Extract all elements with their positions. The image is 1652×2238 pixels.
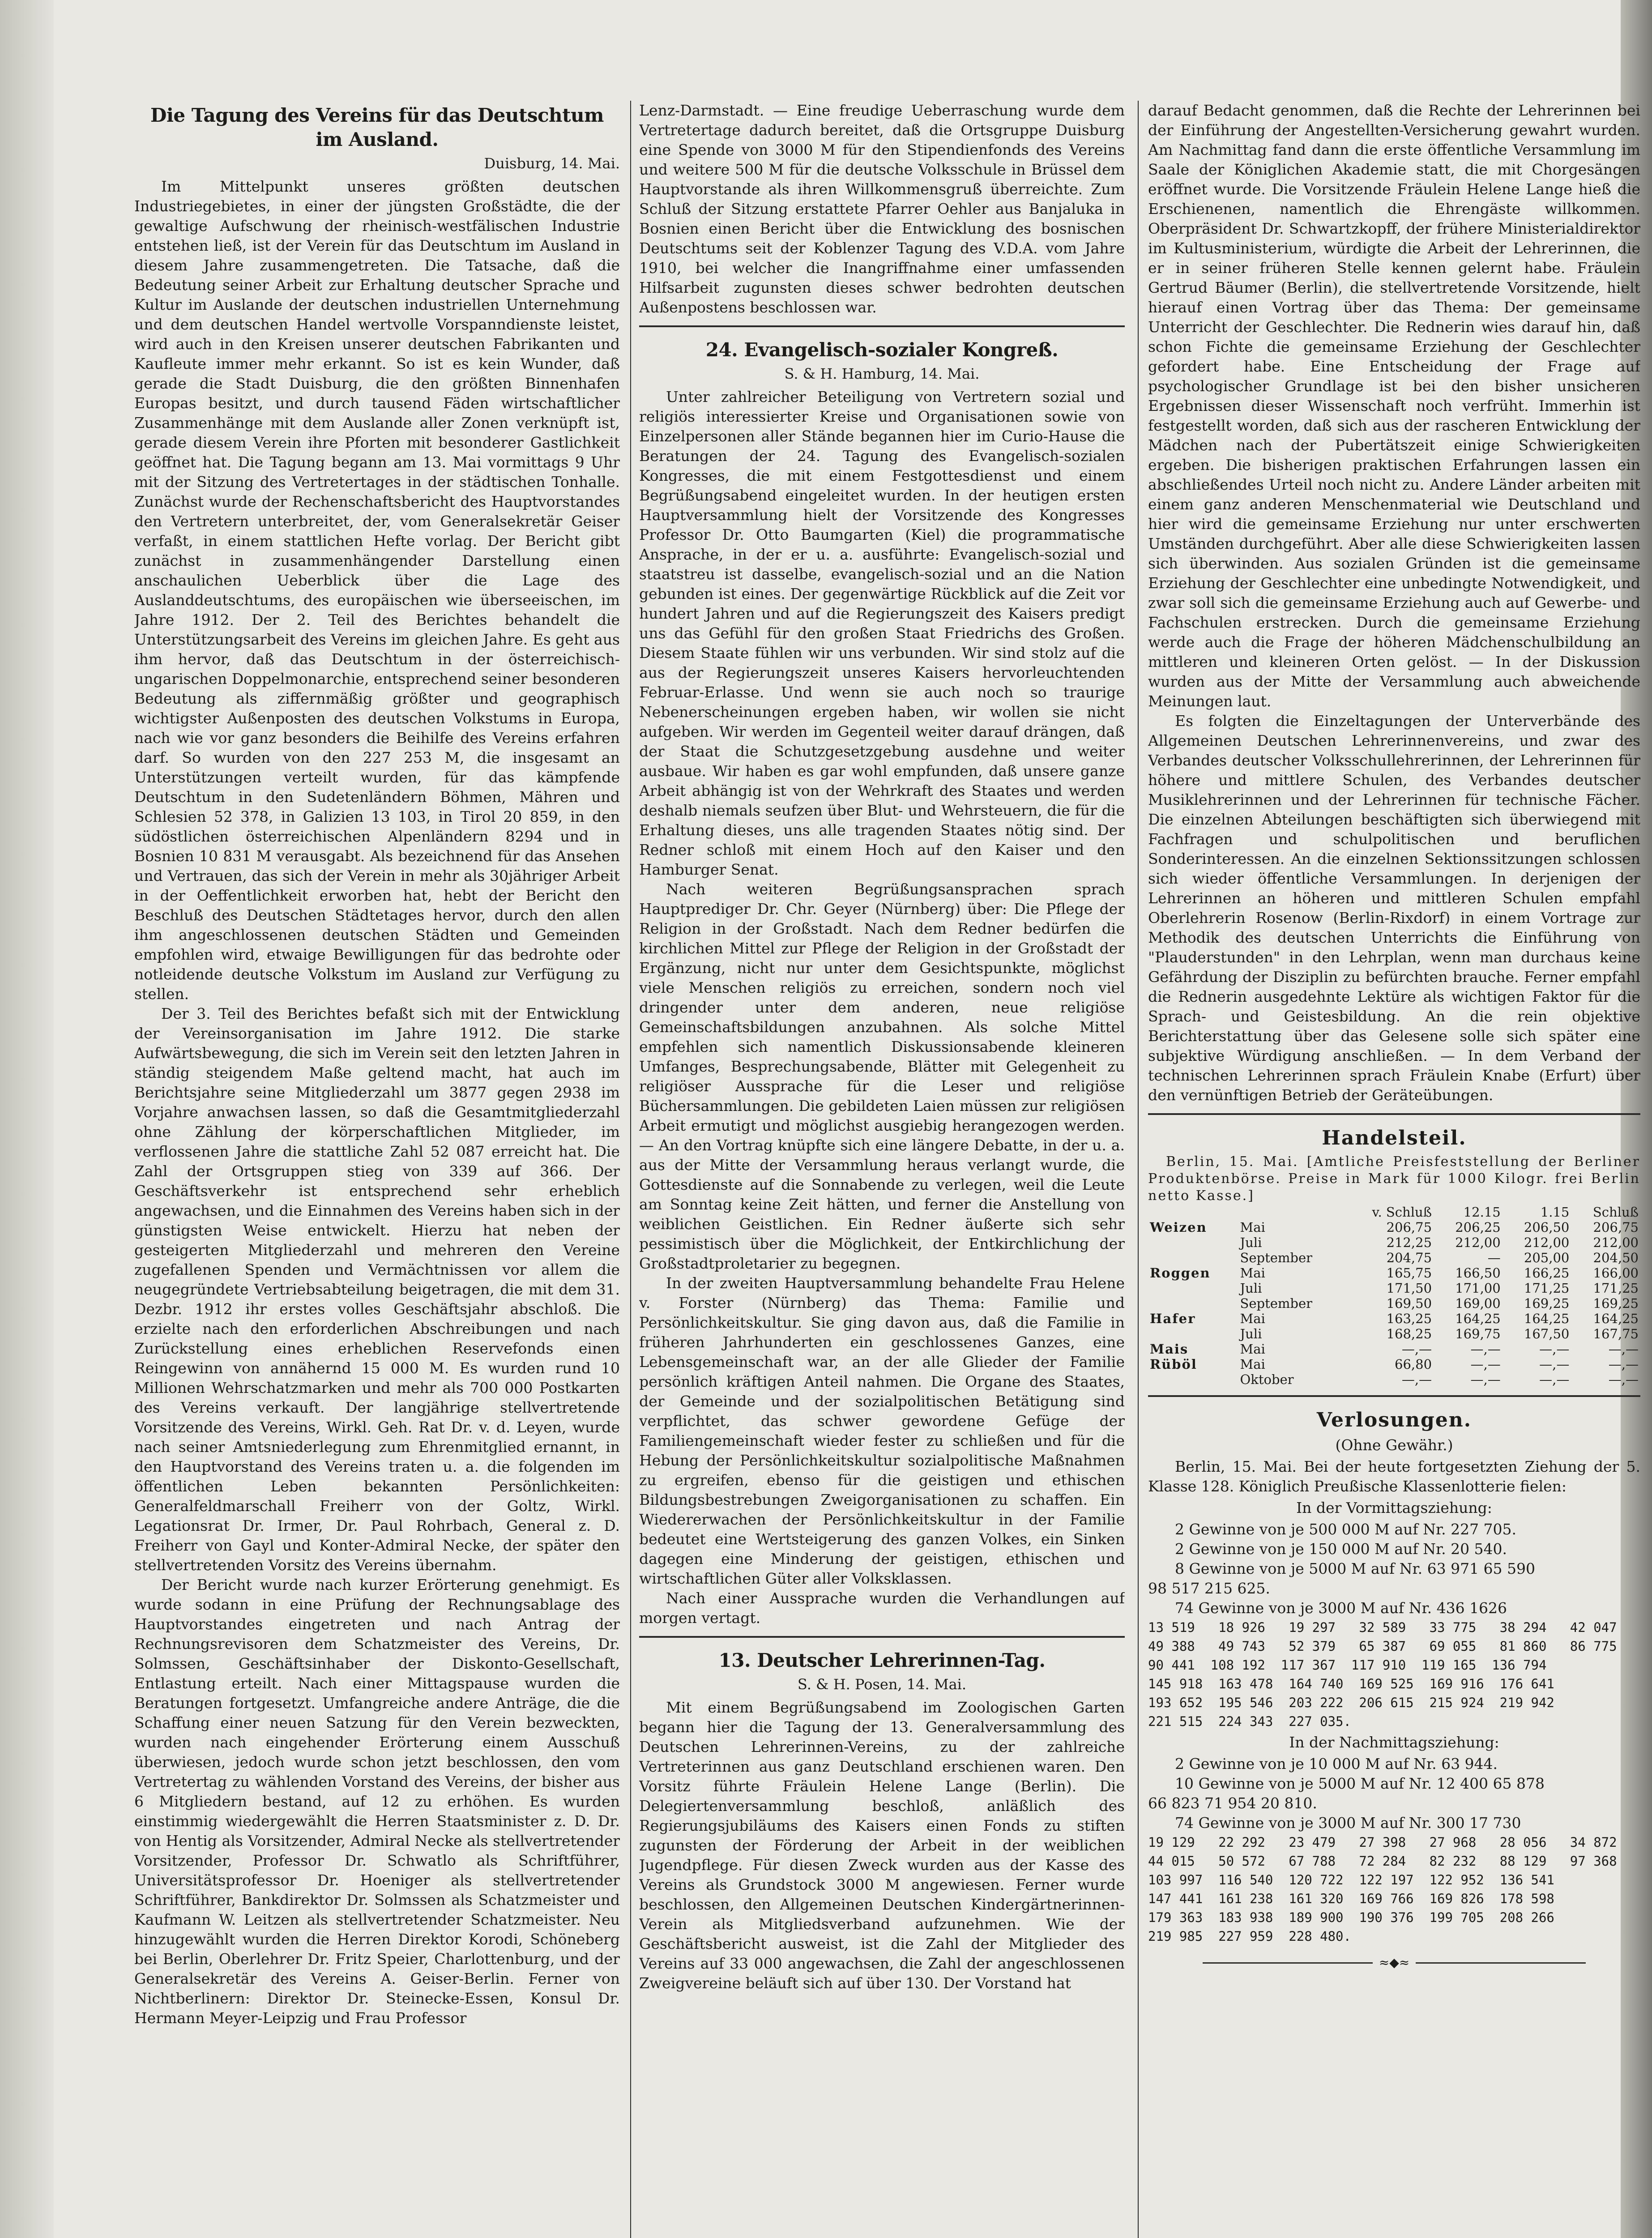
lottery-line: 2 Gewinne von je 150 000 M auf Nr. 20 540.	[1175, 1540, 1507, 1558]
price-cell: 165,75	[1386, 1265, 1432, 1281]
lottery-numbers: 19 129 22 292 23 479 27 398 27 968 28 056 34 872 44 015 50 572 67 788 72 284 82 232 88 129 97 368 103 997 116 540 120 722 122 197 122 952 136 541 147 441 161 238 161 320 169 766 169 826 178 598 179 363 183 938 189 900 190 376 199 705 208 266 219 985 227 959 228 480.	[1148, 1835, 1617, 1944]
delivery-month: Mai	[1240, 1265, 1265, 1281]
lottery-morning-heading: In der Vormittagsziehung:	[1296, 1499, 1492, 1516]
price-cell: 204,75	[1386, 1250, 1432, 1265]
price-cell: 167,75	[1593, 1326, 1639, 1341]
market-intro: Berlin, 15. Mai. [Amtliche Preisfeststellung der Berliner Produktenbörse. Preise in Mark für 1000 Kilogr. frei Berlin netto Kasse.]	[1148, 1154, 1640, 1204]
price-cell: —,—	[1401, 1341, 1432, 1357]
lottery-intro: Berlin, 15. Mai. Bei der heute fortgesetzten Ziehung der 5. Klasse 128. Königlich Preußische Klassenlotterie fielen:	[1148, 1458, 1640, 1495]
section-divider	[639, 325, 1125, 327]
price-cell: 205,00	[1524, 1250, 1570, 1265]
price-cell: —,—	[1470, 1357, 1501, 1372]
grain-name: Roggen	[1150, 1265, 1211, 1281]
price-cell: 206,75	[1593, 1220, 1639, 1235]
lottery-line: 2 Gewinne von je 10 000 M auf Nr. 63 944.	[1175, 1755, 1498, 1772]
delivery-month: September	[1240, 1296, 1312, 1311]
price-row	[1148, 1250, 1640, 1265]
price-cell: —,—	[1608, 1357, 1639, 1372]
price-cell: 164,25	[1524, 1311, 1570, 1326]
delivery-month: Mai	[1240, 1341, 1265, 1357]
article-paragraph: Nach einer Aussprache wurden die Verhandlungen auf morgen vertagt.	[639, 1589, 1125, 1627]
article-dateline: S. & H. Hamburg, 14. Mai.	[784, 365, 980, 382]
price-cell: 212,00	[1455, 1235, 1501, 1250]
lottery-numbers: 13 519 18 926 19 297 32 589 33 775 38 294 42 047 49 388 49 743 52 379 65 387 69 055 81 860 86 775 90 441 108 192 117 367 117 910 119 165 136 794 145 918 163 478 164 740 169 525 169 916 176 641 193 652 195 546 203 222 206 615 215 924 219 942 221 515 224 343 227 035.	[1148, 1620, 1617, 1729]
price-cell: 66,80	[1395, 1357, 1432, 1372]
delivery-month: September	[1240, 1250, 1312, 1265]
price-col-header: Schluß	[1592, 1204, 1639, 1220]
article-paragraph: In der zweiten Hauptversammlung behandelte Frau Helene v. Forster (Nürnberg) das Thema: Familie und Persönlichkeitskultur. Sie ging davon aus, daß die Familie in früheren Jahrhunderten ein geschlossenes Ganzes, eine Lebensgemeinschaft war, an der alle Glieder der Familie persönlich kräftigen Anteil nahmen. Die Organe des Staates, der Gemeinde und der sozialpolitischen Betätigung sind verpflichtet, das schwer gewordene Gefüge der Familiengemeinschaft wieder fester zu schließen und für die Hebung der Persönlichkeitskultur sozialpolitische Maßnahmen zu ergreifen, ebenso für die geistigen und ethischen Bildungsbestrebungen Zweigorganisationen zu schaffen. Ein Wiedererwachen der Persönlichkeitskultur in der Familie bedeutet eine Wertsteigerung des ganzen Volkes, ein Sinken dagegen eine Minderung der geistigen, ethischen und wirtschaftlichen Güter aller Volksklassen.	[639, 1274, 1125, 1587]
price-row	[1148, 1341, 1640, 1357]
price-cell: —,—	[1401, 1372, 1432, 1387]
price-cell: 167,50	[1524, 1326, 1570, 1341]
price-row	[1148, 1372, 1640, 1387]
delivery-month: Juli	[1240, 1235, 1262, 1250]
grain-name	[1148, 1250, 1238, 1265]
price-cell: 206,25	[1455, 1220, 1501, 1235]
article-paragraph: Es folgten die Einzeltagungen der Unterverbände des Allgemeinen Deutschen Lehrerinnenvereins, und zwar des Verbandes deutscher Volksschullehrerinnen, der Lehrerinnen für höhere und mittlere Schulen, des Verbandes deutscher Musiklehrerinnen und der Lehrerinnen für technische Fächer. Die einzelnen Abteilungen beschäftigten sich überwiegend mit Fachfragen und schulpolitischen und beruflichen Sonderinteressen. An die einzelnen Sektionssitzungen schlossen sich wieder öffentliche Versammlungen. In derjenigen der Lehrerinnen an höheren und mittleren Schulen empfahl Oberlehrerin Rosenow (Berlin-Rixdorf) in einem Vortrage zur Methodik des deutschen Unterrichts die Einführung von "Plauderstunden" in den Lehrplan, wenn man durchaus keine Gefährdung der Disziplin zu befürchten brauche. Ferner empfahl die Rednerin ausgedehnte Lektüre als wichtigen Faktor für die Sprach- und Geistesbildung. An die rein objektive Berichterstattung über das Gelesene solle sich später eine subjektive Würdigung anschließen. — In dem Verband der technischen Lehrerinnen sprach Fräulein Knabe (Erfurt) über den vernünftigen Betrieb der Geräteübungen.	[1148, 712, 1640, 1104]
price-table	[1148, 1204, 1640, 1387]
price-cell: 166,00	[1593, 1265, 1639, 1281]
grain-name: Hafer	[1150, 1311, 1196, 1326]
article-paragraph: Der Bericht wurde nach kurzer Erörterung genehmigt. Es wurde sodann in eine Prüfung der Rechnungsablage des Hauptvorstandes eingetreten und nach Antrag der Rechnungsrevisoren dem Schatzmeister des Vereins, Dr. Solmssen, Geschäftsinhaber der Diskonto-Gesellschaft, Entlastung erteilt. Nach einer Mittagspause wurden die Beratungen fortgesetzt. Umfangreiche andere Anträge, die die Schaffung einer neuen Satzung für den Verein bezweckten, wurden nach eingehender Erörterung einem Ausschuß überwiesen, jedoch wurde schon jetzt beschlossen, den vom Vertretertag zu wählenden Vorstand des Vereins, der bisher aus 6 Mitgliedern bestand, auf 12 zu erhöhen. Es wurden einstimmig wiedergewählt die Herren Staatsminister z. D. Dr. von Hentig als Vorsitzender, Admiral Necke als stellvertretender Vorsitzender, Professor Dr. Schwatlo als Schriftführer, Universitätsprofessor Dr. Hoeniger als stellvertretender Schriftführer, Bankdirektor Dr. Solmssen als Schatzmeister und Kaufmann W. Leitzen als stellvertretender Schatzmeister. Neu hinzugewählt wurden die Herren Direktor Korodi, Schöneberg bei Berlin, Oberlehrer Dr. Fritz Speier, Charlottenburg, und der Generalsekretär des Vereins A. Geiser-Berlin. Ferner von Nichtberlinern: Direktor Dr. Steinecke-Essen, Konsul Dr. Hermann Meyer-Leipzig und Frau Professor	[134, 1576, 620, 2027]
price-cell: 169,00	[1455, 1296, 1501, 1311]
price-cell: —,—	[1470, 1372, 1501, 1387]
price-cell: —	[1487, 1250, 1501, 1265]
article-paragraph: Der 3. Teil des Berichtes befaßt sich mit der Entwicklung der Vereinsorganisation im Jahre 1912. Die starke Aufwärtsbewegung, die sich im Verein seit den letzten Jahren in ständig steigendem Maße geltend macht, hat auch im Berichtsjahre seine Mitgliederzahl um 3877 gegen 2938 im Vorjahre anwachsen lassen, so daß die Gesamtmitgliederzahl ohne Zählung der körperschaftlichen Mitglieder, im verflossenen Jahre die stattliche Zahl 52 087 erreicht hat. Die Zahl der Ortsgruppen stieg von 339 auf 366. Der Geschäftsverkehr ist entsprechend sehr erheblich angewachsen, und die Einnahmen des Vereins haben sich in der günstigsten Weise entwickelt. Hierzu hat neben der gesteigerten Mitgliederzahl und mehreren den Vereine zugefallenen Spenden und Vermächtnissen vor allem die neugegründete Vertriebsabteilung beigetragen, die mit dem 31. Dezbr. 1912 ihr erstes volles Geschäftsjahr abschloß. Die erzielte nach den erforderlichen Abschreibungen und nach Zurückstellung eines erheblichen Reservefonds einen Reingewinn von annähernd 15 000 M. Es wurden rund 10 Millionen Wehrschatzmarken und mehr als 700 000 Postkarten des Vereins verkauft. Der langjährige stellvertretende Vorsitzende des Vereins, Wirkl. Geh. Rat Dr. v. d. Leyen, wurde nach seiner Amtsniederlegung zum Ehrenmitglied ernannt, in den Hauptvorstand des Vereins traten u. a. die folgenden im öffentlichen Leben bekannten Persönlichkeiten: Generalfeldmarschall Freiherr von der Goltz, Wirkl. Legationsrat Dr. Irmer, Dr. Paul Rohrbach, General z. D. Freiherr von Gayl und Konter-Admiral Necke, der später den stellvertretenden Vorsitz des Vereins übernahm.	[134, 1005, 620, 1574]
price-cell: 169,25	[1593, 1296, 1639, 1311]
grain-name: Weizen	[1150, 1220, 1207, 1235]
price-cell: —,—	[1539, 1372, 1570, 1387]
article-paragraph: Nach weiteren Begrüßungsansprachen sprach Hauptprediger Dr. Chr. Geyer (Nürnberg) über: Die Pflege der Religion in der Großstadt. Nach dem Redner bedürfen die kirchlichen Mittel zur Pflege der Religion in der Großstadt der Ergänzung, nicht nur unter dem Gesichtspunkte, möglichst viele Menschen religiös zu erreichen, sondern noch viel dringender unter dem anderen, neue religiöse Gemeinschaftsbildungen anzubahnen. Als solche Mittel empfehlen sich namentlich Diskussionsabende kleineren Umfanges, Besprechungsabende, Blätter mit Gelegenheit zu religiöser Aussprache für die Leser und religiöse Büchersammlungen. Die gebildeten Laien müssen zur religiösen Arbeit ermutigt und möglichst ausgiebig herangezogen werden. — An den Vortrag knüpfte sich eine längere Debatte, in der u. a. aus der Mitte der Versammlung heraus verlangt wurde, die Gottesdienste auf die Sonnabende zu verlegen, weil die Leute am Sonntag keine Zeit hätten, und ferner die Anstellung von weiblichen Geistlichen. Ein Redner äußerte sich sehr pessimistisch über die Möglichkeit, der Entkirchlichung der Großstadtproletarier zu begegnen.	[639, 880, 1125, 1272]
grain-name: Rüböl	[1150, 1357, 1197, 1372]
closing-ornament	[1148, 1952, 1640, 1973]
price-cell: —,—	[1539, 1357, 1570, 1372]
price-cell: 171,25	[1593, 1281, 1639, 1296]
price-cell: 206,75	[1386, 1220, 1432, 1235]
price-cell: —,—	[1608, 1372, 1639, 1387]
lottery-line: 74 Gewinne von je 3000 M auf Nr. 300 17 730	[1175, 1814, 1521, 1832]
article-paragraph: Im Mittelpunkt unseres größten deutschen Industriegebietes, in einer der jüngsten Großstädte, die der gewaltige Aufschwung der rheinisch-westfälischen Industrie entstehen ließ, ist der Verein für das Deutschtum im Ausland in diesem Jahre zusammengetreten. Die Tatsache, daß die Bedeutung seiner Arbeit zur Erhaltung deutscher Sprache und Kultur im Auslande der deutschen industriellen Unternehmung und dem deutschen Handel wertvolle Vorspanndienste leistet, wird auch in den Kreisen unserer deutschen Fabrikanten und Kaufleute immer mehr erkannt. So ist es kein Wunder, daß gerade die Stadt Duisburg, die den größten Binnenhafen Europas besitzt, und durch tausend Fäden wirtschaftlicher Zusammenhänge mit dem Auslande aller Zonen verknüpft ist, gerade diesem Verein ihre Pforten mit besonderer Gastlichkeit geöffnet hat. Die Tagung begann am 13. Mai vormittags 9 Uhr mit der Sitzung des Vertretertages in der städtischen Tonhalle. Zunächst wurde der Rechenschaftsbericht des Hauptvorstandes den Vertretern unterbreitet, der, vom Generalsekretär Geiser verfaßt, in einem stattlichen Hefte vorlag. Der Bericht gibt zunächst in zusammenhängender Darstellung einen anschaulichen Ueberblick über die Lage des Auslanddeutschtums, des europäischen wie überseeischen, im Jahre 1912. Der 2. Teil des Berichtes behandelt die Unterstützungsarbeit des Vereins im gleichen Jahre. Es geht aus ihm hervor, daß das Deutschtum in der österreichisch-ungarischen Doppelmonarchie, entsprechend seiner besonderen Bedeutung als ziffernmäßig größter und geographisch wichtigster Außenposten des deutschen Volkstums in Europa, nach wie vor ganz besonders die Beihilfe des Vereins erfahren darf. So wurden von den 227 253 M, die insgesamt an Unterstützungen verteilt wurden, für das kämpfende Deutschtum in den Sudetenländern Böhmen, Mähren und Schlesien 52 378, in Galizien 13 103, in Tirol 20 859, in den südöstlichen österreichischen Alpenländern 8294 und in Bosnien 10 831 M verausgabt. Als bezeichnend für das Ansehen und Vertrauen, das sich der Verein in mehr als 30jähriger Arbeit in der Oeffentlichkeit erworben hat, hebt der Bericht den Beschluß des Deutschen Städtetages hervor, durch den allen ihm angeschlossenen deutschen Städten und Gemeinden empfohlen wird, etwaige Bewilligungen für das bedrohte oder notleidende deutsche Volkstum im Ausland zur Verfügung zu stellen.	[134, 178, 620, 1003]
price-cell: 169,50	[1386, 1296, 1432, 1311]
price-row	[1148, 1311, 1640, 1326]
price-table-header	[1148, 1204, 1640, 1220]
section-divider	[1148, 1113, 1640, 1115]
price-cell: 204,50	[1593, 1250, 1639, 1265]
article-continuation: Lenz-Darmstadt. — Eine freudige Ueberraschung wurde dem Vertretertage dadurch bereitet, daß die Ortsgruppe Duisburg eine Spende von 3000 M für den Stipendienfonds des Vereins und weitere 500 M für die deutsche Volksschule in Brüssel dem Hauptvorstande als ihren Willkommensgruß überreichte. Zum Schluß der Sitzung erstattete Pfarrer Oehler aus Banjaluka in Bosnien einen Bericht über die Entwicklung des bosnischen Deutschtums seit der Koblenzer Tagung des V.D.A. vom Jahre 1910, bei welcher die Inangriffnahme einer umfassenden Hilfsarbeit zugunsten dieses schwer bedrohten deutschen Außenpostens beschlossen war.	[639, 102, 1125, 316]
article-continuation: darauf Bedacht genommen, daß die Rechte der Lehrerinnen bei der Einführung der Angestellten-Versicherung gewahrt wurden. Am Nachmittag fand dann die erste öffentliche Versammlung im Saale der Königlichen Akademie statt, die mit Chorgesängen eröffnet wurde. Die Vorsitzende Fräulein Helene Lange hieß die Erschienenen, namentlich die Ehrengäste willkommen. Oberpräsident Dr. Schwartzkopff, der frühere Ministerialdirektor im Kultusministerium, würdigte die Arbeit der Lehrerinnen, die er in seiner früheren Stelle kennen gelernt habe. Fräulein Gertrud Bäumer (Berlin), die stellvertretende Vorsitzende, hielt hierauf einen Vortrag über das Thema: Der gemeinsame Unterricht der Geschlechter. Die Rednerin wies darauf hin, daß schon Fichte die gemeinsame Erziehung der Geschlechter gefordert habe. Eine Entscheidung der Frage auf psychologischer Grundlage ist bei den bisher unsicheren Ergebnissen dieser Wissenschaft noch verfrüht. Immerhin ist festgestellt worden, daß sich aus der rascheren Entwicklung der Mädchen nach der Pubertätszeit einige Schwierigkeiten ergeben. Die bisherigen praktischen Erfahrungen lassen ein abschließendes Urteil noch nicht zu. Andere Länder arbeiten mit einem ganz anderen Menschenmaterial wie Deutschland und hier wird die gemeinsame Erziehung nur unter erschwerten Umständen durchgeführt. Aber alle diese Schwierigkeiten lassen sich überwinden. Aus sozialen Gründen ist die gemeinsame Erziehung der Geschlechter eine unbedingte Notwendigkeit, und zwar soll sich die gemeinsame Erziehung auch auf Gewerbe- und Fachschulen erstrecken. Durch die gemeinsame Erziehung werde auch die Frage der höheren Mädchenschulbildung an mittleren und kleineren Orten gelöst. — In der Diskussion wurden aus der Mitte der Versammlung auch abweichende Meinungen laut.	[1148, 102, 1640, 710]
price-cell: —,—	[1539, 1341, 1570, 1357]
article-dateline: Duisburg, 14. Mai.	[484, 155, 620, 172]
price-cell: 171,50	[1386, 1281, 1432, 1296]
page-edge-left	[0, 0, 54, 2238]
price-cell: 169,25	[1524, 1296, 1570, 1311]
price-cell: 164,25	[1455, 1311, 1501, 1326]
column-1	[134, 101, 620, 2238]
column-rule	[1138, 101, 1139, 2238]
lottery-section-title: Verlosungen.	[1316, 1409, 1472, 1431]
grain-name	[1148, 1372, 1238, 1387]
grain-name	[1148, 1281, 1238, 1296]
article-heading: 13. Deutscher Lehrerinnen-Tag.	[718, 1649, 1046, 1671]
article-dateline: S. & H. Posen, 14. Mai.	[797, 1676, 967, 1693]
price-row	[1148, 1281, 1640, 1296]
price-cell: 166,25	[1524, 1265, 1570, 1281]
lottery-line: 98 517 215 625.	[1148, 1580, 1270, 1597]
delivery-month: Oktober	[1240, 1372, 1294, 1387]
price-cell: —,—	[1470, 1341, 1501, 1357]
article-paragraph: Mit einem Begrüßungsabend im Zoologischen Garten begann hier die Tagung der 13. Generalversammlung des Deutschen Lehrerinnen-Vereins, zu der zahlreiche Vertreterinnen aus ganz Deutschland erschienen waren. Den Vorsitz führte Fräulein Helene Lange (Berlin). Die Delegiertenversammlung beschloß, anläßlich des Regierungsjubiläums des Kaisers einen Fonds zu stiften zugunsten der Förderung der Arbeit in der weiblichen Jugendpflege. Für diesen Zweck wurden aus der Kasse des Vereins als Grundstock 3000 M angewiesen. Ferner wurde beschlossen, den Allgemeinen Deutschen Kindergärtnerinnen-Verein als Mitgliedsverband aufzunehmen. Wie der Geschäftsbericht ausweist, ist die Zahl der Mitglieder des Vereins auf 33 000 angewachsen, die Zahl der angeschlossenen Zweigvereine beläuft sich auf über 130. Der Vorstand hat	[639, 1699, 1125, 1992]
price-col-header: 12.15	[1463, 1204, 1501, 1220]
price-cell: 166,50	[1455, 1265, 1501, 1281]
price-col-header: 1.15	[1540, 1204, 1570, 1220]
price-row	[1148, 1220, 1640, 1235]
column-2	[639, 101, 1125, 2238]
article-paragraph: Unter zahlreicher Beteiligung von Vertretern sozial und religiös interessierter Kreise und Organisationen sowie von Einzelpersonen aller Stände begannen hier im Curio-Hause die Beratungen der 24. Tagung des Evangelisch-sozialen Kongresses, die mit einem Festgottesdienst und einem Begrüßungsabend eingeleitet wurden. In der heutigen ersten Hauptversammlung hielt der Vorsitzende des Kongresses Professor Dr. Otto Baumgarten (Kiel) die programmatische Ansprache, in der er u. a. ausführte: Evangelisch-sozial und staatstreu ist dasselbe, evangelisch-sozial und an die Nation gebunden ist eines. Der gegenwärtige Rückblick auf die Zeit vor hundert Jahren und auf die Regierungszeit des Kaisers predigt uns das Gefühl für den großen Staat Friedrichs des Großen. Diesem Staate fühlen wir uns verbunden. Wir sind stolz auf die aus der Regierungszeit unseres Kaisers hervorleuchtenden Februar-Erlasse. Und wenn sie auch noch so traurige Nebenerscheinungen ergeben haben, wir wollen sie nicht aufgeben. Wir werden im Gegenteil weiter darauf drängen, daß der Staat die Schutzgesetzgebung ausdehne und weiter ausbaue. Wir haben es gar wohl empfunden, daß unsere ganze Arbeit abhängig ist von der Wehrkraft des Staates und werden deshalb niemals seufzen über Blut- und Wehrsteuern, die für die Erhaltung dieses, uns alle tragenden Staates nötig sind. Der Redner schloß mit einem Hoch auf den Kaiser und den Hamburger Senat.	[639, 388, 1125, 878]
price-row	[1148, 1265, 1640, 1281]
section-divider	[639, 1636, 1125, 1638]
price-row	[1148, 1326, 1640, 1341]
price-cell: 168,25	[1386, 1326, 1432, 1341]
grain-name	[1148, 1235, 1238, 1250]
grain-name: Mais	[1150, 1341, 1189, 1357]
delivery-month: Juli	[1240, 1326, 1262, 1341]
grain-name	[1148, 1326, 1238, 1341]
column-3	[1148, 101, 1640, 2238]
lottery-line: 8 Gewinne von je 5000 M auf Nr. 63 971 65 590	[1175, 1560, 1536, 1577]
delivery-month: Mai	[1240, 1311, 1265, 1326]
price-cell: 171,00	[1455, 1281, 1501, 1296]
price-cell: 169,75	[1455, 1326, 1501, 1341]
delivery-month: Mai	[1240, 1357, 1265, 1372]
section-divider	[1148, 1395, 1640, 1397]
article-heading: 24. Evangelisch-sozialer Kongreß.	[705, 339, 1059, 361]
price-col-header: v. Schluß	[1372, 1204, 1432, 1220]
price-cell: 212,00	[1593, 1235, 1639, 1250]
lottery-subtitle: (Ohne Gewähr.)	[1335, 1436, 1453, 1454]
lottery-line: 66 823 71 954 20 810.	[1148, 1794, 1317, 1812]
grain-name	[1148, 1296, 1238, 1311]
price-row	[1148, 1235, 1640, 1250]
price-row	[1148, 1357, 1640, 1372]
delivery-month: Mai	[1240, 1220, 1265, 1235]
price-cell: —,—	[1608, 1341, 1639, 1357]
price-row	[1148, 1296, 1640, 1311]
article-heading: Die Tagung des Vereins für das Deutschtum im Ausland.	[150, 104, 604, 150]
price-cell: 163,25	[1386, 1311, 1432, 1326]
delivery-month: Juli	[1240, 1281, 1262, 1296]
lottery-line: 74 Gewinne von je 3000 M auf Nr. 436 1626	[1175, 1599, 1507, 1617]
lottery-line: 2 Gewinne von je 500 000 M auf Nr. 227 705.	[1175, 1520, 1517, 1538]
price-cell: 164,25	[1593, 1311, 1639, 1326]
price-cell: 171,25	[1524, 1281, 1570, 1296]
column-rule	[630, 101, 631, 2238]
market-section-title: Handelsteil.	[1322, 1127, 1467, 1149]
price-cell: 212,00	[1524, 1235, 1570, 1250]
price-cell: 206,50	[1524, 1220, 1570, 1235]
lottery-line: 10 Gewinne von je 5000 M auf Nr. 12 400 65 878	[1175, 1775, 1545, 1792]
price-cell: 212,25	[1386, 1235, 1432, 1250]
lottery-afternoon-heading: In der Nachmittagsziehung:	[1289, 1734, 1499, 1751]
ornament-icon: ≈◆≈	[1379, 1955, 1410, 1970]
